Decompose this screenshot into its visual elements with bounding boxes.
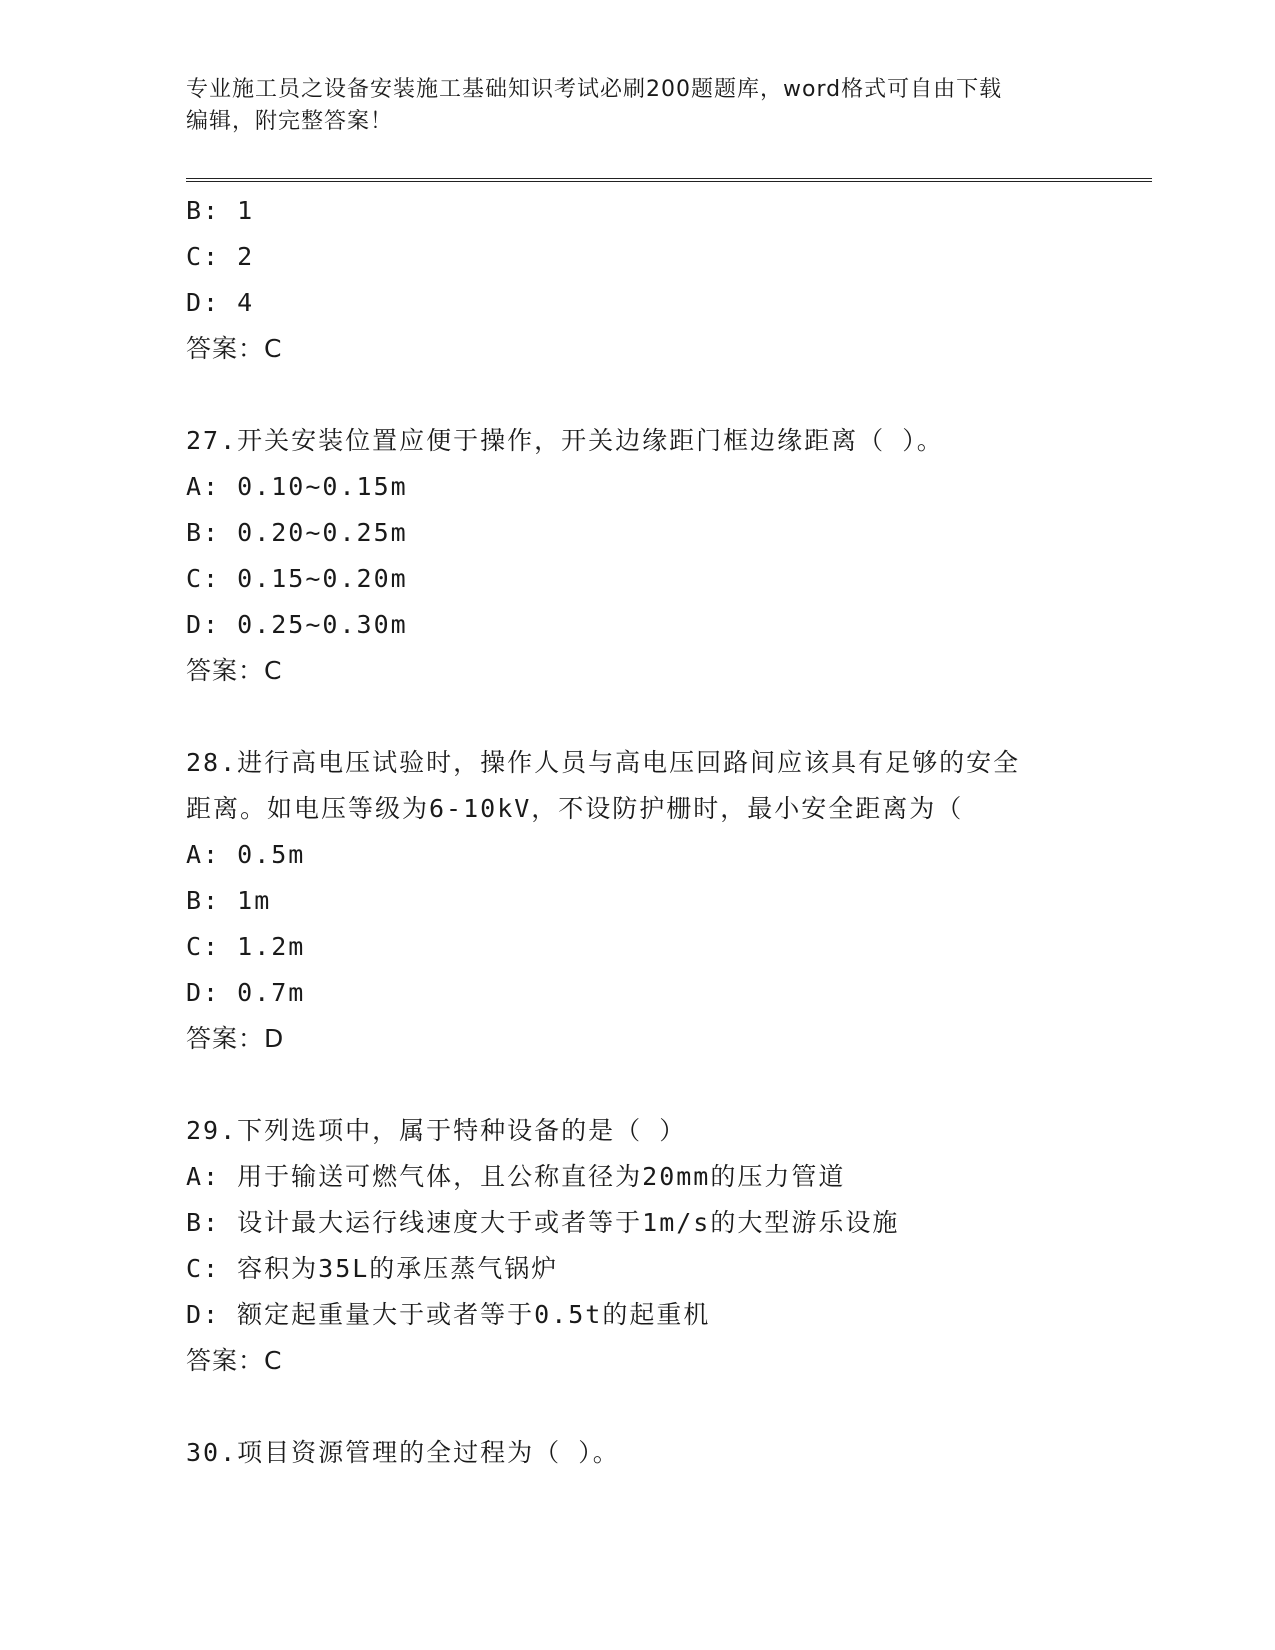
option: C: 1.2m [186, 932, 306, 961]
question-27 [186, 418, 1146, 694]
option: B: 0.20~0.25m [186, 518, 408, 547]
question-28 [186, 740, 1146, 1062]
spacer [186, 372, 1146, 418]
answer-label: 答案：C [186, 334, 283, 363]
spacer [186, 694, 1146, 740]
question-text: 28.进行高电压试验时，操作人员与高电压回路间应该具有足够的安全 [186, 748, 1021, 777]
question-text: 距离。如电压等级为6-10kV，不设防护栅时，最小安全距离为（ [186, 794, 964, 823]
answer-label: 答案：C [186, 656, 283, 685]
option: B: 设计最大运行线速度大于或者等于1m/s的大型游乐设施 [186, 1208, 900, 1237]
answer-label: 答案：C [186, 1346, 283, 1375]
page-header [186, 74, 1086, 138]
option: C: 2 [186, 242, 255, 271]
header-line-1: 专业施工员之设备安装施工基础知识考试必刷200题题库，word格式可自由下载 [186, 77, 1003, 102]
question-text: 27.开关安装位置应便于操作，开关边缘距门框边缘距离（ ）。 [186, 426, 944, 455]
spacer [186, 1062, 1146, 1108]
option: D: 0.25~0.30m [186, 610, 408, 639]
header-divider [186, 178, 1152, 182]
option: A: 用于输送可燃气体，且公称直径为20mm的压力管道 [186, 1162, 846, 1191]
option: A: 0.5m [186, 840, 306, 869]
spacer [186, 1384, 1146, 1430]
option: B: 1m [186, 886, 272, 915]
question-content [186, 188, 1146, 1476]
question-29 [186, 1108, 1146, 1384]
option: C: 容积为35L的承压蒸气锅炉 [186, 1254, 559, 1283]
option: A: 0.10~0.15m [186, 472, 408, 501]
question-text: 30.项目资源管理的全过程为（ ）。 [186, 1438, 620, 1467]
question-30 [186, 1430, 1146, 1476]
option: B: 1 [186, 196, 255, 225]
option: C: 0.15~0.20m [186, 564, 408, 593]
option: D: 0.7m [186, 978, 306, 1007]
option: D: 4 [186, 288, 255, 317]
question-text: 29.下列选项中，属于特种设备的是（ ） [186, 1116, 687, 1145]
answer-label: 答案：D [186, 1024, 285, 1053]
header-line-2: 编辑，附完整答案！ [186, 109, 394, 134]
option: D: 额定起重量大于或者等于0.5t的起重机 [186, 1300, 711, 1329]
prev-question-block [186, 188, 1146, 372]
